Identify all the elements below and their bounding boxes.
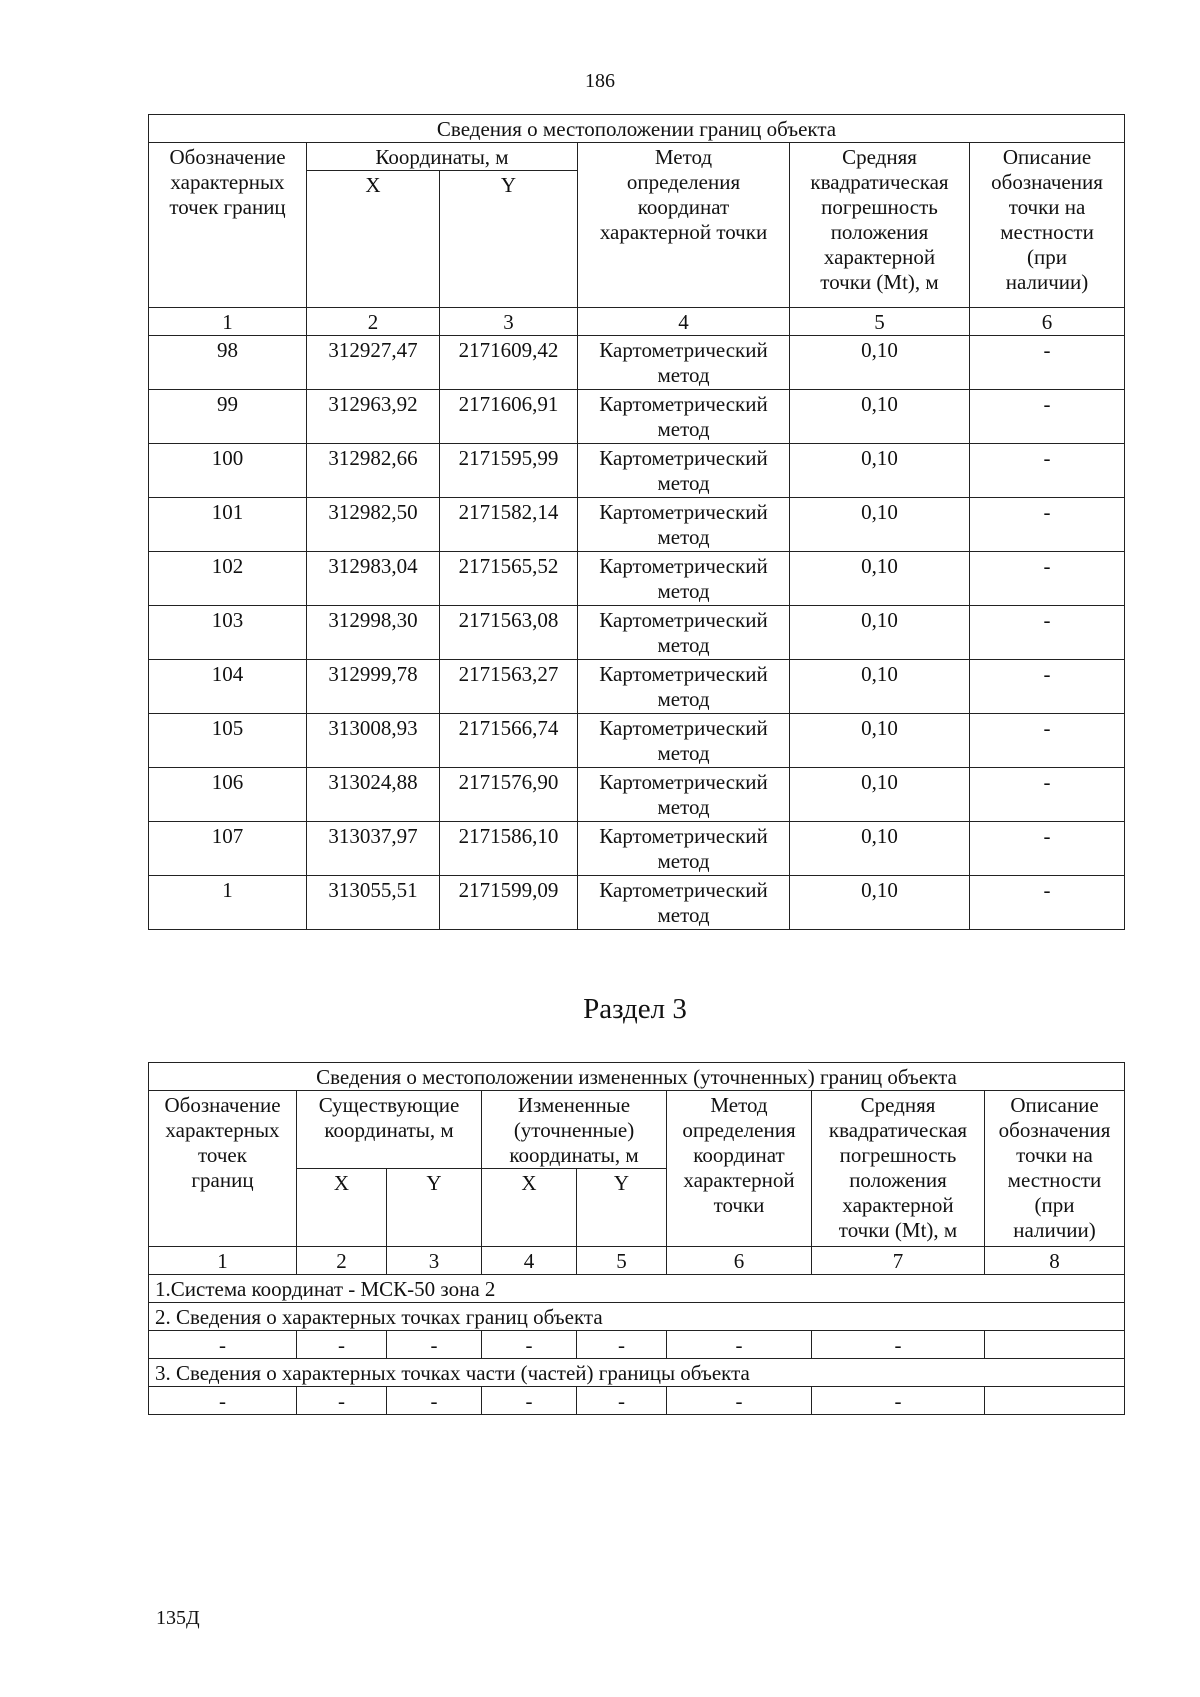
- cell-line: (уточненные): [513, 1118, 635, 1142]
- cell-line: характерной: [842, 1193, 954, 1217]
- cell-line: Метод: [710, 1093, 768, 1117]
- table-row: [149, 552, 1125, 606]
- cell-line: метод: [657, 363, 710, 387]
- cell-line: точек: [198, 1143, 247, 1167]
- cell-line: Метод: [654, 145, 713, 169]
- coord-y: 2171566,74: [440, 714, 578, 768]
- method: [578, 390, 790, 444]
- coord-y: 2171565,52: [440, 552, 578, 606]
- header-y: Y: [440, 171, 578, 308]
- cell-line: метод: [657, 687, 710, 711]
- cell-line: Картометрический: [599, 608, 768, 632]
- empty-value: -: [812, 1387, 985, 1415]
- cell-line: Картометрический: [599, 770, 768, 794]
- cell-line: квадратическая: [828, 1118, 968, 1142]
- cell-line: Средняя: [860, 1093, 936, 1117]
- coord-y: 2171586,10: [440, 822, 578, 876]
- table-title: Сведения о местоположении границ объекта: [149, 115, 1125, 143]
- cell-line: характерных: [165, 1118, 280, 1142]
- coord-y: 2171606,91: [440, 390, 578, 444]
- cell-line: положения: [849, 1168, 947, 1192]
- coord-y: 2171595,99: [440, 444, 578, 498]
- column-number: 3: [440, 308, 578, 336]
- column-number: 5: [790, 308, 970, 336]
- coord-y: 2171563,08: [440, 606, 578, 660]
- cell-line: метод: [657, 903, 710, 927]
- cell-line: Картометрический: [599, 392, 768, 416]
- method: [578, 768, 790, 822]
- cell-line: Описание: [1002, 145, 1092, 169]
- coord-x: 312998,30: [307, 606, 440, 660]
- column-number: 6: [970, 308, 1125, 336]
- header-x: X: [482, 1169, 577, 1247]
- column-number: 4: [578, 308, 790, 336]
- table-row: [149, 768, 1125, 822]
- coord-x: 313037,97: [307, 822, 440, 876]
- cell-line: характерной: [683, 1168, 795, 1192]
- coord-x: 312927,47: [307, 336, 440, 390]
- cell-line: (при: [1027, 245, 1068, 269]
- cell-line: Картометрический: [599, 878, 768, 902]
- cell-line: погрешность: [821, 195, 938, 219]
- point-id: 102: [149, 552, 307, 606]
- coord-y: 2171582,14: [440, 498, 578, 552]
- description: -: [970, 444, 1125, 498]
- column-number: 7: [812, 1247, 985, 1275]
- cell-line: Картометрический: [599, 824, 768, 848]
- coord-y: 2171609,42: [440, 336, 578, 390]
- column-number: 8: [985, 1247, 1125, 1275]
- method: [578, 606, 790, 660]
- description: -: [970, 498, 1125, 552]
- accuracy-mt: 0,10: [790, 336, 970, 390]
- empty-value: -: [667, 1331, 812, 1359]
- column-number: 4: [482, 1247, 577, 1275]
- coord-x: 312983,04: [307, 552, 440, 606]
- empty-value: -: [297, 1387, 387, 1415]
- table-row: [149, 876, 1125, 930]
- accuracy-mt: 0,10: [790, 606, 970, 660]
- cell-line: Описание: [1010, 1093, 1099, 1117]
- table-body: [149, 336, 1125, 930]
- cell-line: метод: [657, 525, 710, 549]
- point-id: 98: [149, 336, 307, 390]
- header-existing-coords: [297, 1091, 482, 1169]
- cell-line: определения: [626, 170, 741, 194]
- cell-line: точки (Mt), м: [838, 1218, 958, 1242]
- accuracy-mt: 0,10: [790, 768, 970, 822]
- cell-line: границ: [191, 1168, 254, 1192]
- table-row: [149, 336, 1125, 390]
- column-number: 2: [297, 1247, 387, 1275]
- table-row: [149, 444, 1125, 498]
- section-3-heading: 3. Сведения о характерных точках части (частей) границы объекта: [149, 1359, 1125, 1387]
- empty-value: -: [577, 1387, 667, 1415]
- section-title: Раздел 3: [583, 993, 687, 1025]
- coord-x: 312982,50: [307, 498, 440, 552]
- column-number: 3: [387, 1247, 482, 1275]
- cell-line: координат: [637, 195, 730, 219]
- description: -: [970, 660, 1125, 714]
- cell-line: погрешность: [839, 1143, 957, 1167]
- cell-line: точки на: [1016, 1143, 1093, 1167]
- point-id: 104: [149, 660, 307, 714]
- accuracy-mt: 0,10: [790, 876, 970, 930]
- coord-x: 312963,92: [307, 390, 440, 444]
- header-x: X: [307, 171, 440, 308]
- table-row: [149, 660, 1125, 714]
- cell-line: Картометрический: [599, 716, 768, 740]
- description: -: [970, 390, 1125, 444]
- point-id: 107: [149, 822, 307, 876]
- method: [578, 660, 790, 714]
- description: -: [970, 714, 1125, 768]
- header-point-designation: [149, 1091, 297, 1247]
- empty-value: -: [149, 1387, 297, 1415]
- cell-line: характерной: [823, 245, 936, 269]
- cell-line: координаты, м: [324, 1118, 454, 1142]
- column-number: 6: [667, 1247, 812, 1275]
- cell-line: Картометрический: [599, 662, 768, 686]
- accuracy-mt: 0,10: [790, 498, 970, 552]
- header-method: [578, 143, 790, 308]
- table-row: [149, 390, 1125, 444]
- changed-boundaries-table: [148, 1062, 1125, 1415]
- point-id: 103: [149, 606, 307, 660]
- empty-value: -: [297, 1331, 387, 1359]
- point-id: 106: [149, 768, 307, 822]
- cell-line: метод: [657, 741, 710, 765]
- point-id: 99: [149, 390, 307, 444]
- header-method: [667, 1091, 812, 1247]
- header-accuracy: [790, 143, 970, 308]
- boundary-coordinates-table: [148, 114, 1125, 930]
- coord-y: 2171599,09: [440, 876, 578, 930]
- header-description: [970, 143, 1125, 308]
- cell-line: метод: [657, 849, 710, 873]
- cell-line: квадратическая: [810, 170, 949, 194]
- cell-line: точки: [713, 1193, 765, 1217]
- section-2-heading: 2. Сведения о характерных точках границ объекта: [149, 1303, 1125, 1331]
- description: -: [970, 768, 1125, 822]
- cell-line: Средняя: [842, 145, 917, 169]
- cell-line: координат: [693, 1143, 785, 1167]
- empty-value: -: [387, 1331, 482, 1359]
- accuracy-mt: 0,10: [790, 714, 970, 768]
- description: -: [970, 876, 1125, 930]
- table-row: [149, 498, 1125, 552]
- accuracy-mt: 0,10: [790, 390, 970, 444]
- empty-value: -: [812, 1331, 985, 1359]
- column-number: 5: [577, 1247, 667, 1275]
- cell-line: обозначения: [991, 170, 1103, 194]
- coord-y: 2171563,27: [440, 660, 578, 714]
- header-coordinates: Координаты, м: [307, 143, 578, 171]
- method: [578, 876, 790, 930]
- table-row: [149, 714, 1125, 768]
- empty-value: [985, 1387, 1125, 1415]
- cell-line: Картометрический: [599, 500, 768, 524]
- coord-x: 313024,88: [307, 768, 440, 822]
- header-y: Y: [387, 1169, 482, 1247]
- header-changed-coords: [482, 1091, 667, 1169]
- cell-line: характерной точки: [599, 220, 768, 244]
- cell-line: точек границ: [169, 195, 286, 219]
- coord-x: 313008,93: [307, 714, 440, 768]
- table-row: [149, 606, 1125, 660]
- description: -: [970, 822, 1125, 876]
- empty-value: -: [482, 1387, 577, 1415]
- cell-line: метод: [657, 417, 710, 441]
- empty-value: -: [387, 1387, 482, 1415]
- accuracy-mt: 0,10: [790, 444, 970, 498]
- column-number: 2: [307, 308, 440, 336]
- cell-line: характерных: [170, 170, 285, 194]
- cell-line: Обозначение: [164, 1093, 281, 1117]
- cell-line: точки (Mt), м: [820, 270, 939, 294]
- cell-line: метод: [657, 795, 710, 819]
- description: -: [970, 606, 1125, 660]
- method: [578, 714, 790, 768]
- method: [578, 444, 790, 498]
- coordinate-system: 1.Система координат - МСК-50 зона 2: [149, 1275, 1125, 1303]
- page-number: 186: [585, 70, 615, 92]
- header-x: X: [297, 1169, 387, 1247]
- table-row: [149, 822, 1125, 876]
- header-y: Y: [577, 1169, 667, 1247]
- point-id: 1: [149, 876, 307, 930]
- cell-line: Измененные: [517, 1093, 631, 1117]
- method: [578, 552, 790, 606]
- cell-line: наличии): [1013, 1218, 1096, 1242]
- cell-line: точки на: [1008, 195, 1086, 219]
- cell-line: метод: [657, 579, 710, 603]
- empty-value: -: [149, 1331, 297, 1359]
- header-point-designation: [149, 143, 307, 308]
- header-description: [985, 1091, 1125, 1247]
- coord-x: 312999,78: [307, 660, 440, 714]
- cell-line: Обозначение: [169, 145, 286, 169]
- cell-line: положения: [830, 220, 929, 244]
- accuracy-mt: 0,10: [790, 660, 970, 714]
- document-code: 135Д: [156, 1607, 200, 1629]
- empty-value: -: [482, 1331, 577, 1359]
- accuracy-mt: 0,10: [790, 822, 970, 876]
- coord-x: 312982,66: [307, 444, 440, 498]
- header-accuracy: [812, 1091, 985, 1247]
- cell-line: Картометрический: [599, 338, 768, 362]
- method: [578, 822, 790, 876]
- description: -: [970, 336, 1125, 390]
- coord-x: 313055,51: [307, 876, 440, 930]
- point-id: 100: [149, 444, 307, 498]
- table-title: Сведения о местоположении измененных (уточненных) границ объекта: [149, 1063, 1125, 1091]
- cell-line: наличии): [1005, 270, 1089, 294]
- cell-line: Существующие: [318, 1093, 460, 1117]
- accuracy-mt: 0,10: [790, 552, 970, 606]
- column-number: 1: [149, 1247, 297, 1275]
- cell-line: местности: [1000, 220, 1094, 244]
- method: [578, 498, 790, 552]
- coord-y: 2171576,90: [440, 768, 578, 822]
- cell-line: обозначения: [998, 1118, 1111, 1142]
- cell-line: (при: [1034, 1193, 1075, 1217]
- cell-line: Картометрический: [599, 554, 768, 578]
- column-number: 1: [149, 308, 307, 336]
- description: -: [970, 552, 1125, 606]
- cell-line: координаты, м: [509, 1143, 639, 1167]
- cell-line: местности: [1007, 1168, 1102, 1192]
- cell-line: Картометрический: [599, 446, 768, 470]
- method: [578, 336, 790, 390]
- cell-line: определения: [682, 1118, 796, 1142]
- empty-value: -: [577, 1331, 667, 1359]
- point-id: 105: [149, 714, 307, 768]
- empty-value: [985, 1331, 1125, 1359]
- empty-value: -: [667, 1387, 812, 1415]
- cell-line: метод: [657, 471, 710, 495]
- point-id: 101: [149, 498, 307, 552]
- cell-line: метод: [657, 633, 710, 657]
